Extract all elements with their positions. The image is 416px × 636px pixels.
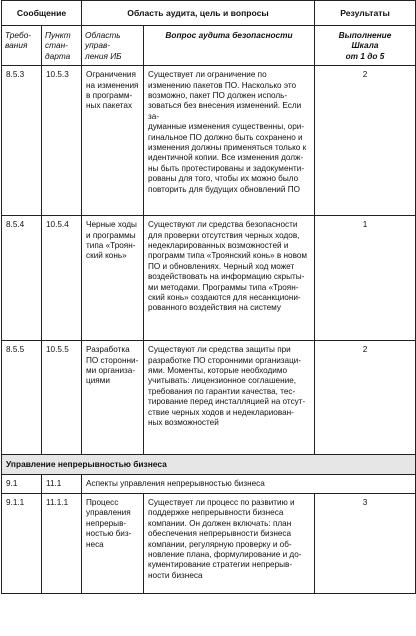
section-title: Управление непрерывностью бизнеса	[2, 455, 416, 474]
row-standard-item: 10.5.4	[42, 216, 82, 341]
table-row	[2, 66, 416, 216]
row-requirement: 9.1.1	[2, 494, 42, 594]
row-question: Существуют ли средства безопасности для проверки отсутствия черных ходов, недекларированных возможностей и программ типа «Троянский конь» в новом ПО и обновлениях. Черный ход может воздействовать на информацию скрыты- ми методами. Программы типа «Троян- ский конь» создаются для несанкциони- рованного воздействия на систему	[144, 216, 315, 341]
header-results: Результаты	[315, 1, 416, 26]
row-area: Черные ходы и программы типа «Троян- ский конь»	[82, 216, 144, 341]
subheader-execution-scale: Выполнение Шкала от 1 до 5	[315, 26, 416, 66]
table-row	[2, 216, 416, 341]
row-result: 2	[315, 66, 416, 216]
row-question: Существуют ли средства защиты при разработке ПО сторонними организаци- ями. Моменты, которые необходимо учитывать: лицензионное соглашение, требования по гарантии качества, тес- тирование перед инсталляцией на отсут- ствие черных ходов и недеклариован- ных возможностей	[144, 341, 315, 455]
section-row	[2, 455, 416, 474]
table-subheader-row	[2, 26, 416, 66]
row-standard-item: 11.1.1	[42, 494, 82, 594]
table-row	[2, 341, 416, 455]
row-standard-item: 11.1	[42, 474, 82, 493]
row-question: Существует ли процесс по развитию и поддержке непрерывности бизнеса компании. Он должен включать: план обеспечения непрерывности бизнеса компании, регулярную проверку и об- новление плана, формулирование и до- кументирование стратегии непрерыв- ности бизнеса	[144, 494, 315, 594]
table-row	[2, 474, 416, 493]
row-result: 2	[315, 341, 416, 455]
audit-table	[1, 0, 416, 594]
row-result: 1	[315, 216, 416, 341]
header-message: Сообщение	[2, 1, 82, 26]
subheader-requirements: Требо- вания	[2, 26, 42, 66]
table-row	[2, 494, 416, 594]
subheader-audit-question: Вопрос аудита безопасности	[144, 26, 315, 66]
row-question: Существует ли ограничение по изменению пакетов ПО. Насколько это возможно, пакет ПО должен исполь- зоваться без внесения изменений. Если за- думанные изменения существенны, ори- гинальное ПО должно быть сохранено и изменения должны применяться только к идентичной копии. Все изменения долж- ны быть протестированы и задокументи- рованы для того, чтобы их можно было повторить для будущих обновлений ПО	[144, 66, 315, 216]
subheader-standard-item: Пункт стан- дарта	[42, 26, 82, 66]
row-group-title: Аспекты управления непрерывностью бизнеса	[82, 474, 416, 493]
row-requirement: 8.5.4	[2, 216, 42, 341]
table-header-row	[2, 1, 416, 26]
row-standard-item: 10.5.3	[42, 66, 82, 216]
row-requirement: 9.1	[2, 474, 42, 493]
row-requirement: 8.5.3	[2, 66, 42, 216]
header-audit-area: Область аудита, цель и вопросы	[82, 1, 315, 26]
row-result: 3	[315, 494, 416, 594]
subheader-management-area: Область управ- ления ИБ	[82, 26, 144, 66]
row-requirement: 8.5.5	[2, 341, 42, 455]
row-standard-item: 10.5.5	[42, 341, 82, 455]
row-area: Разработка ПО сторонни- ми организа- циями	[82, 341, 144, 455]
row-area: Ограничения на изменения в программ- ных пакетах	[82, 66, 144, 216]
row-area: Процесс управления непрерыв- ностью биз- неса	[82, 494, 144, 594]
